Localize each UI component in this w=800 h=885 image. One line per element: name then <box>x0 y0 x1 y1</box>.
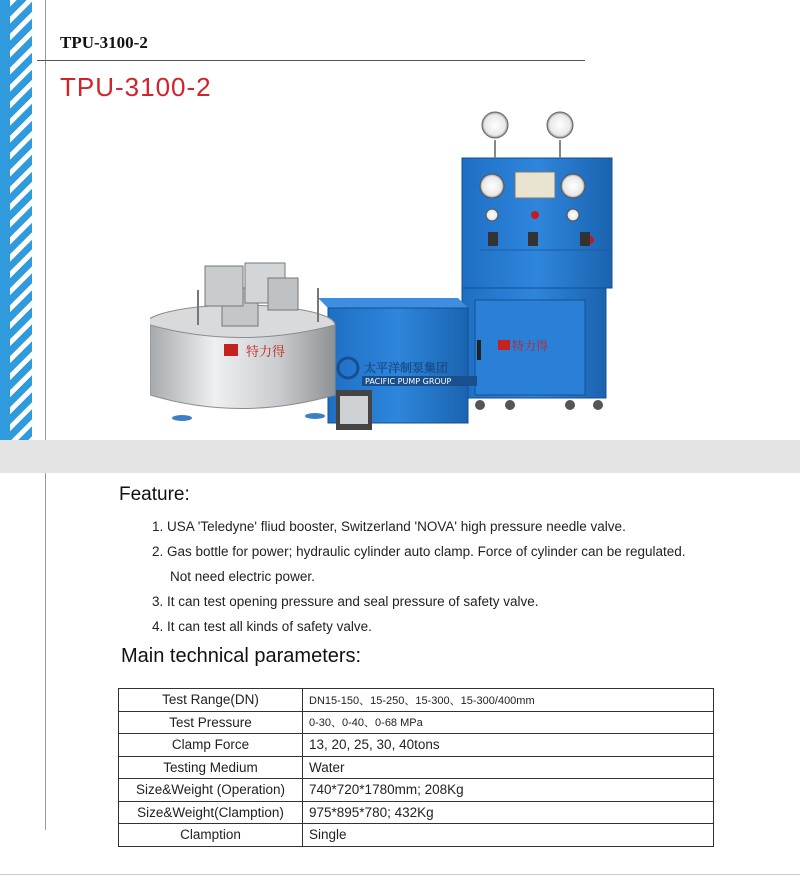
param-label: Test Range(DN) <box>119 689 303 712</box>
param-value: Single <box>303 824 714 847</box>
brand-cn: 太平洋制泵集团 <box>364 361 449 375</box>
feature-list <box>152 516 772 641</box>
param-value: 13, 20, 25, 30, 40tons <box>303 734 714 757</box>
feature-item: 2. Gas bottle for power; hydraulic cylinder auto clamp. Force of cylinder can be regulated. <box>152 544 686 559</box>
feature-item: 3. It can test opening pressure and seal pressure of safety valve. <box>152 594 539 609</box>
table-row <box>119 801 714 824</box>
logo-text-right: 特力得 <box>512 339 549 353</box>
vertical-divider <box>45 0 46 830</box>
param-label: Size&Weight (Operation) <box>119 779 303 802</box>
control-cabinet <box>462 112 612 410</box>
table-row <box>119 756 714 779</box>
param-value: 0-30、0-40、0-68 MPa <box>303 711 714 734</box>
param-label: Testing Medium <box>119 756 303 779</box>
footer-rule <box>0 874 800 875</box>
param-value: 975*895*780; 432Kg <box>303 801 714 824</box>
params-heading: Main technical parameters: <box>121 645 362 667</box>
table-row <box>119 734 714 757</box>
param-label: Size&Weight(Clamption) <box>119 801 303 824</box>
brand-en: PACIFIC PUMP GROUP <box>365 377 452 386</box>
product-title: TPU-3100-2 <box>60 72 212 102</box>
param-value: DN15-150、15-250、15-300、15-300/400mm <box>303 689 714 712</box>
param-label: Clamp Force <box>119 734 303 757</box>
param-value: 740*720*1780mm; 208Kg <box>303 779 714 802</box>
feature-heading: Feature: <box>119 484 190 505</box>
feature-item: 4. It can test all kinds of safety valve. <box>152 619 372 634</box>
decorative-stripe-edge <box>0 0 10 440</box>
table-row <box>119 689 714 712</box>
header-rule <box>37 60 585 61</box>
param-label: Clamption <box>119 824 303 847</box>
params-table <box>118 688 714 847</box>
page-header-title: TPU-3100-2 <box>60 33 148 52</box>
feature-item-continuation: Not need electric power. <box>170 569 315 584</box>
product-photo <box>150 100 630 440</box>
section-band <box>0 440 800 473</box>
feature-item: 1. USA 'Teledyne' fliud booster, Switzerland 'NOVA' high pressure needle valve. <box>152 519 626 534</box>
param-label: Test Pressure <box>119 711 303 734</box>
logo-text-left: 特力得 <box>246 345 286 360</box>
table-row <box>119 779 714 802</box>
param-value: Water <box>303 756 714 779</box>
table-row <box>119 824 714 847</box>
table-row <box>119 711 714 734</box>
steel-tank <box>150 263 335 421</box>
